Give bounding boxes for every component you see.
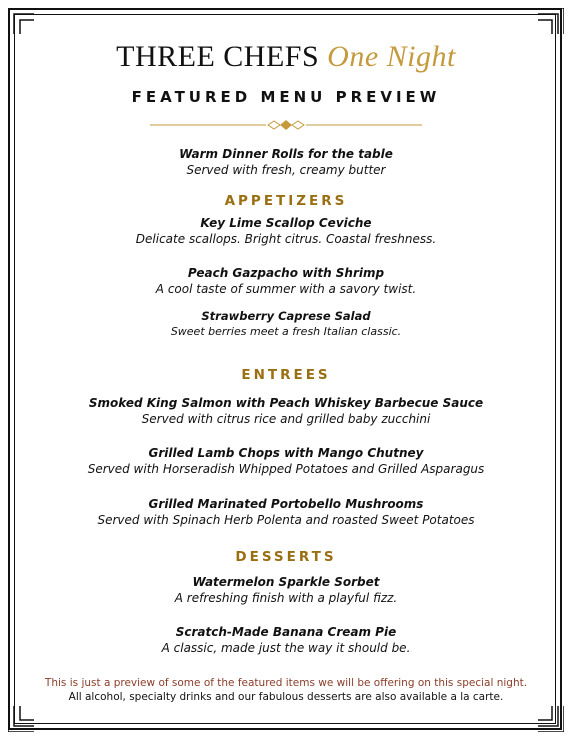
menu-item-portobello xyxy=(20,496,552,528)
section-heading-desserts: DESSERTS xyxy=(235,549,337,565)
corner-ornament-bottom-right xyxy=(538,706,564,732)
menu-item-lamb-chops xyxy=(20,445,552,477)
menu-item-description: Served with Spinach Herb Polenta and roasted Sweet Potatoes xyxy=(97,513,475,527)
menu-item-description: Served with Horseradish Whipped Potatoes and Grilled Asparagus xyxy=(87,462,485,476)
title-accent: One Night xyxy=(327,40,456,73)
menu-item-name: Smoked King Salmon with Peach Whiskey Barbecue Sauce xyxy=(88,396,484,410)
menu-item-name: Watermelon Sparkle Sorbet xyxy=(192,575,380,589)
menu-item-description: A cool taste of summer with a savory twist. xyxy=(155,282,417,296)
corner-ornament-bottom-left xyxy=(8,706,34,732)
footer-preview-note: This is just a preview of some of the featured items we will be offering on this special night. xyxy=(44,677,528,689)
menu-item-dinner-rolls xyxy=(20,146,552,178)
menu-item-peach-gazpacho xyxy=(20,265,552,297)
section-heading-entrees: ENTREES xyxy=(241,367,331,383)
menu-item-name: Peach Gazpacho with Shrimp xyxy=(187,266,385,280)
menu-item-name: Grilled Marinated Portobello Mushrooms xyxy=(148,497,424,511)
menu-item-description: Served with citrus rice and grilled baby zucchini xyxy=(141,412,431,426)
ornamental-divider xyxy=(150,118,422,132)
title-main: THREE CHEFS xyxy=(116,40,320,73)
section-heading-appetizers: APPETIZERS xyxy=(224,193,348,209)
menu-subtitle: FEATURED MENU PREVIEW xyxy=(131,88,441,106)
menu-item-smoked-salmon xyxy=(20,395,552,427)
menu-item-scallop-ceviche xyxy=(20,215,552,247)
corner-ornament-top-right xyxy=(538,8,564,34)
menu-item-name: Scratch-Made Banana Cream Pie xyxy=(175,625,397,639)
menu-item-description: A refreshing finish with a playful fizz. xyxy=(174,591,398,605)
corner-ornament-top-left xyxy=(8,8,34,34)
menu-item-name: Strawberry Caprese Salad xyxy=(201,309,371,323)
page-title xyxy=(0,40,572,74)
menu-item-description: Delicate scallops. Bright citrus. Coastal freshness. xyxy=(135,232,437,246)
menu-item-description: Served with fresh, creamy butter xyxy=(186,163,386,177)
menu-item-description: Sweet berries meet a fresh Italian classic. xyxy=(170,325,402,338)
footer-a-la-carte-note: All alcohol, specialty drinks and our fabulous desserts are also available a la carte. xyxy=(68,691,504,703)
menu-item-description: A classic, made just the way it should be. xyxy=(161,641,411,655)
menu-item-name: Key Lime Scallop Ceviche xyxy=(200,216,372,230)
menu-item-watermelon-sorbet xyxy=(20,574,552,606)
menu-item-name: Warm Dinner Rolls for the table xyxy=(179,147,393,161)
menu-item-banana-cream-pie xyxy=(20,624,552,656)
menu-item-name: Grilled Lamb Chops with Mango Chutney xyxy=(148,446,424,460)
menu-item-strawberry-caprese xyxy=(20,308,552,340)
footer-note xyxy=(20,676,552,704)
